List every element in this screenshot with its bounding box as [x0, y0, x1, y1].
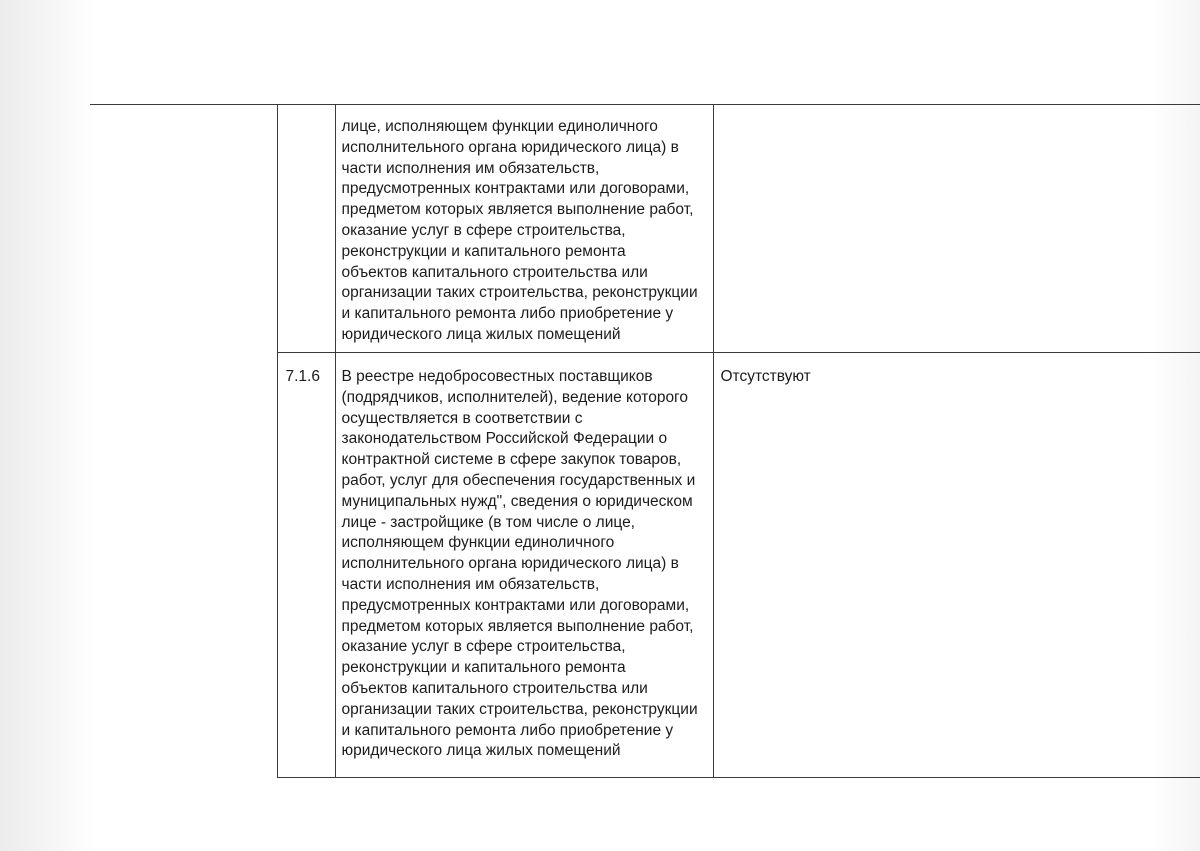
section-cell	[90, 353, 277, 778]
item-number	[278, 105, 335, 117]
item-description: В реестре недобросовестных поставщиков (подрядчиков, исполнителей), ведение которого осуществляется в соответствии с законодательством Российской Федерации о контрактной системе в сфере закупок товаров, работ, услуг для обеспечения государственных и муниципальных нужд", сведения о юридическом лице - застройщике (в том числе о лице, исполняющем функции единоличного исполнительного органа юридического лица) в части исполнения им обязательств, предусмотренных контрактами или договорами, предметом которых является выполнение работ, оказание услуг в сфере строительства, реконструкции и капитального ремонта объектов капитального строительства или организации таких строительства, реконструкции и капитального ремонта либо приобретение у юридического лица жилых помещений	[341, 368, 698, 760]
document-table	[90, 104, 1200, 778]
table-row	[90, 353, 1200, 778]
item-value	[714, 105, 1200, 117]
section-cell	[90, 105, 277, 353]
table-row	[90, 105, 1200, 353]
item-number-cell	[277, 105, 335, 353]
item-description: лице, исполняющем функции единоличного исполнительного органа юридического лица) в части исполнения им обязательств, предусмотренных контрактами или договорами, предметом которых является выполнение работ, оказание услуг в сфере строительства, реконструкции и капитального ремонта объектов капитального строительства или организации таких строительства, реконструкции и капитального ремонта либо приобретение у юридического лица жилых помещений	[341, 118, 698, 343]
item-value: Отсутствуют	[720, 368, 811, 385]
item-number-cell	[277, 353, 335, 778]
item-description-cell	[335, 105, 713, 353]
item-value-cell	[713, 353, 1200, 778]
item-description-cell	[335, 353, 713, 778]
item-value-cell	[713, 105, 1200, 353]
item-number: 7.1.6	[285, 368, 320, 385]
